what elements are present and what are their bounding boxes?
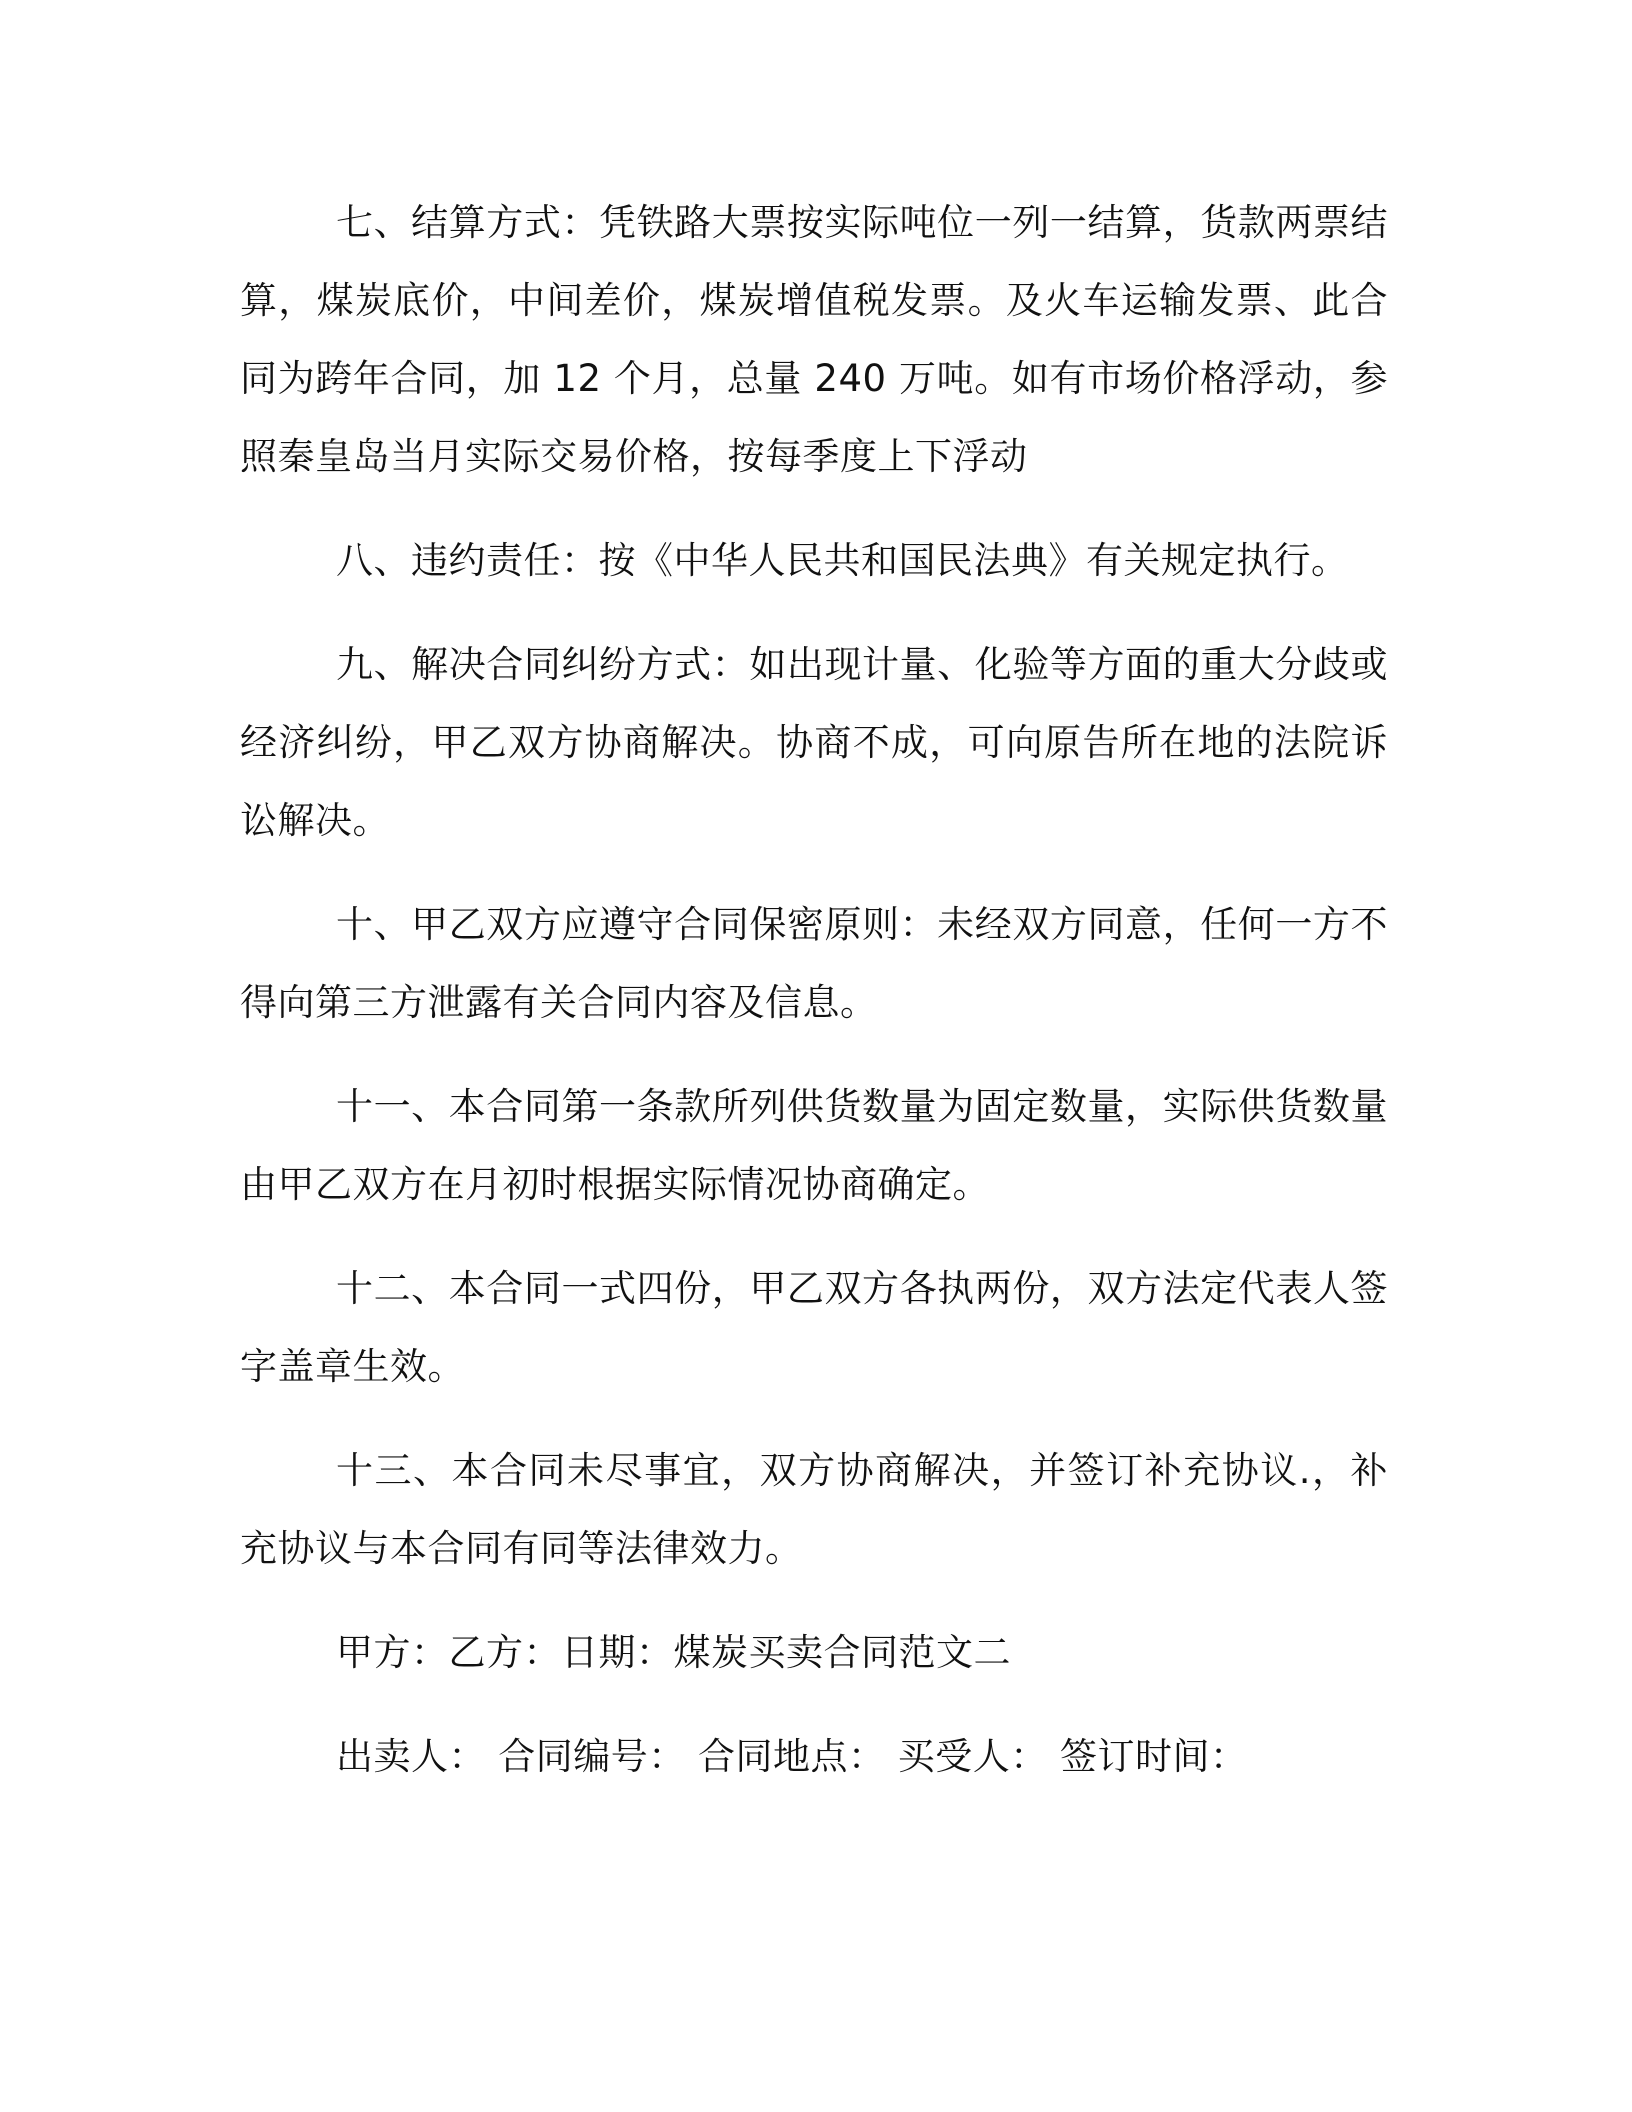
clause-dispute: 九、解决合同纠纷方式：如出现计量、化验等方面的重大分歧或经济纠纷，甲乙双方协商解决。协商不成，可向原告所在地的法院诉讼解决。 [240, 643, 1388, 842]
document-body [240, 184, 1388, 1796]
signature-line: 甲方：乙方：日期：煤炭买卖合同范文二 [336, 1631, 1011, 1674]
clause-liability: 八、违约责任：按《中华人民共和国民法典》有关规定执行。 [336, 539, 1349, 582]
clause-confidentiality: 十、甲乙双方应遵守合同保密原则：未经双方同意，任何一方不得向第三方泄露有关合同内容及信息。 [240, 903, 1388, 1024]
clause-copies: 十二、本合同一式四份，甲乙双方各执两份，双方法定代表人签字盖章生效。 [240, 1267, 1388, 1388]
clause-settlement: 七、结算方式：凭铁路大票按实际吨位一列一结算，货款两票结算，煤炭底价，中间差价，煤炭增值税发票。及火车运输发票、此合同为跨年合同，加 12 个月，总量 240 万吨。如有市场价格浮动，参照秦皇岛当月实际交易价格，按每季度上下浮动 [240, 201, 1388, 478]
contract-header-fields: 出卖人： 合同编号： 合同地点： 买受人： 签订时间： [336, 1735, 1248, 1778]
clause-supplementary: 十三、本合同未尽事宜，双方协商解决，并签订补充协议.，补充协议与本合同有同等法律效力。 [240, 1449, 1388, 1570]
clause-quantity: 十一、本合同第一条款所列供货数量为固定数量，实际供货数量由甲乙双方在月初时根据实际情况协商确定。 [240, 1085, 1388, 1206]
